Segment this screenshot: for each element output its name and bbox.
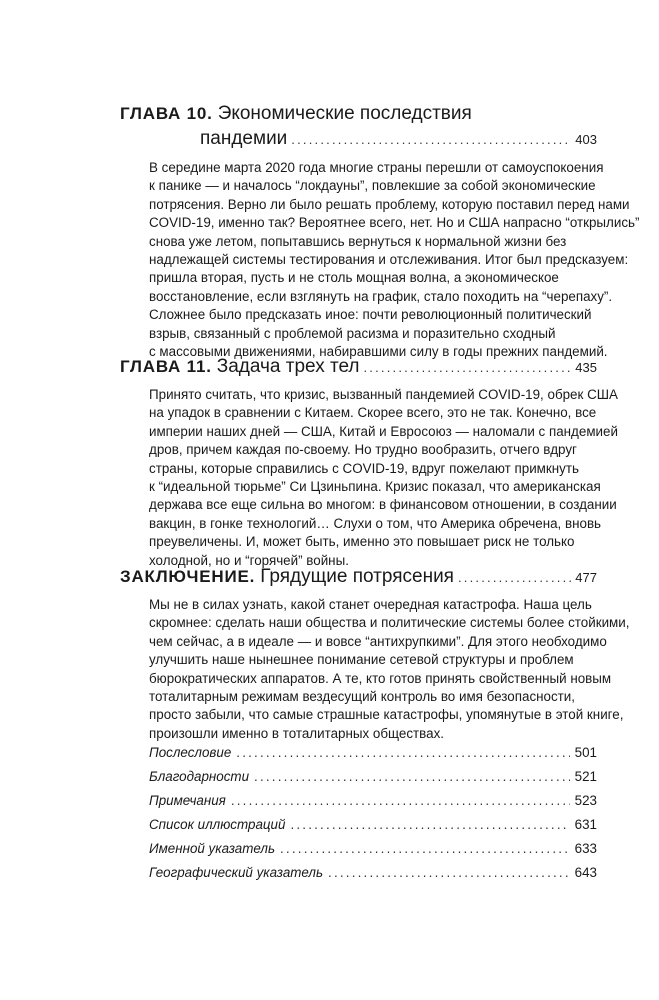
text-line: восстановление, если взглянуть на график, стало походить на “черепаху”. (149, 288, 613, 304)
toc-entry: Благодарности (149, 769, 250, 784)
conclusion-title: Грядущие потрясения (260, 566, 454, 587)
chapter-10-page: 403 (575, 132, 597, 147)
conclusion-page: 477 (575, 570, 597, 585)
text-line: скромнее: сделать наши общества и политические системы более стойкими, (149, 615, 630, 631)
toc-row[interactable] (149, 817, 597, 841)
chapter-10-label: ГЛАВА 10. (120, 104, 213, 123)
text-line: надлежащей системы тестирования и отслеживания. Итог был предсказуем: (149, 252, 629, 268)
chapter-11-page: 435 (575, 360, 597, 375)
chapter-10-heading-cont (200, 128, 597, 150)
text-line: взрыв, связанный с проблемой расизма и поразительно сходный (149, 325, 556, 341)
toc-page: 643 (574, 865, 597, 880)
toc-row[interactable] (149, 769, 597, 793)
leader-dots (254, 769, 570, 784)
conclusion-heading (120, 566, 597, 588)
leader-dots (458, 570, 571, 585)
leader-dots (231, 793, 570, 808)
leader-dots (291, 132, 571, 147)
chapter-10-title-line2: пандемии (200, 128, 288, 149)
toc-page: 521 (574, 769, 597, 784)
toc-page: 501 (574, 745, 597, 760)
chapter-11-label: ГЛАВА 11. (120, 357, 212, 376)
text-line: бюрократических аппаратов. А те, кто готов принять свойственный новым (149, 670, 612, 686)
toc-row[interactable] (149, 745, 597, 769)
text-line: империи наших дней — США, Китай и Евросоюз — наломали с пандемией (149, 423, 618, 439)
text-line: дров, причем каждая по-своему. Но трудно вообразить, отчего вдруг (149, 442, 577, 458)
text-line: произошли именно в тоталитарных обществах. (149, 725, 444, 741)
text-line: чем сейчас, а в идеале — и вовсе “антихрупкими”. Для этого необходимо (149, 633, 607, 649)
text-line: к “идеальной тюрьме” Си Цзиньпина. Кризис показал, что американская (149, 479, 601, 495)
chapter-10-summary (149, 159, 640, 361)
leader-dots (363, 360, 571, 375)
text-line: Мы не в силах узнать, какой станет очередная катастрофа. Наша цель (149, 597, 592, 612)
toc-row[interactable] (149, 793, 597, 817)
toc-page: 633 (574, 841, 597, 856)
toc-entry: Послесловие (149, 745, 232, 760)
text-line: преувеличены. И, может быть, именно это повышает риск не только (149, 534, 575, 550)
text-line: Принято считать, что кризис, вызванный пандемией COVID-19, обрек США (149, 387, 618, 402)
text-line: страны, которые справились с COVID-19, вдруг пожелают примкнуть (149, 460, 579, 476)
toc-entry: Географический указатель (149, 865, 324, 880)
toc-entry: Примечания (149, 793, 226, 808)
text-line: просто забыли, что самые страшные катастрофы, упомянутые в этой книге, (149, 707, 624, 723)
toc-row[interactable] (149, 841, 597, 865)
toc-page: 631 (574, 817, 597, 832)
chapter-11-heading (120, 356, 597, 378)
text-line: улучшить наше нынешнее понимание сетевой структуры и проблем (149, 652, 574, 668)
text-line: В середине марта 2020 года многие страны перешли от самоуспокоения (149, 160, 604, 175)
leader-dots (290, 817, 569, 832)
conclusion-summary (149, 596, 630, 743)
chapter-10-heading (120, 103, 472, 125)
leader-dots (236, 745, 569, 760)
text-line: снова уже летом, попытавшись вернуться к нормальной жизни без (149, 233, 567, 249)
text-line: потрясения. Верно ли было решать проблему, которую поставил перед нами (149, 196, 630, 212)
toc-page: 523 (574, 793, 597, 808)
text-line: COVID-19, именно так? Вероятнее всего, нет. Но и США напрасно “открылись” (149, 215, 640, 231)
text-line: вакцин, в гонке технологий… Слухи о том, что Америка обречена, вновь (149, 515, 602, 531)
text-line: к панике — и началось “локдауны”, повлекшие за собой экономические (149, 178, 596, 194)
leader-dots (328, 865, 570, 880)
text-line: тоталитарным режимам вездесущий контроль во имя безопасности, (149, 689, 576, 705)
conclusion-label: ЗАКЛЮЧЕНИЕ. (120, 567, 256, 586)
chapter-11-title: Задача трех тел (216, 356, 360, 377)
back-matter-toc (149, 745, 597, 889)
chapter-10-title-line1: Экономические последствия (217, 103, 472, 124)
text-line: на упадок в сравнении с Китаем. Скорее всего, это не так. Конечно, все (149, 405, 597, 421)
text-line: пришла вторая, пусть и не столь мощная волна, а экономическое (149, 270, 559, 286)
leader-dots (280, 841, 570, 856)
toc-entry: Список иллюстраций (149, 817, 286, 832)
toc-entry: Именной указатель (149, 841, 276, 856)
text-line: с массовыми движениями, набиравшими силу в годы прежних пандемий. (149, 344, 608, 360)
text-line: холодной, но и “горячей” войны. (149, 552, 349, 568)
chapter-11-summary (149, 386, 618, 570)
toc-row[interactable] (149, 865, 597, 889)
text-line: Сложнее было предсказать иное: почти революционный политический (149, 307, 592, 323)
text-line: держава все еще сильна во многом: в финансовом отношении, в создании (149, 497, 617, 513)
